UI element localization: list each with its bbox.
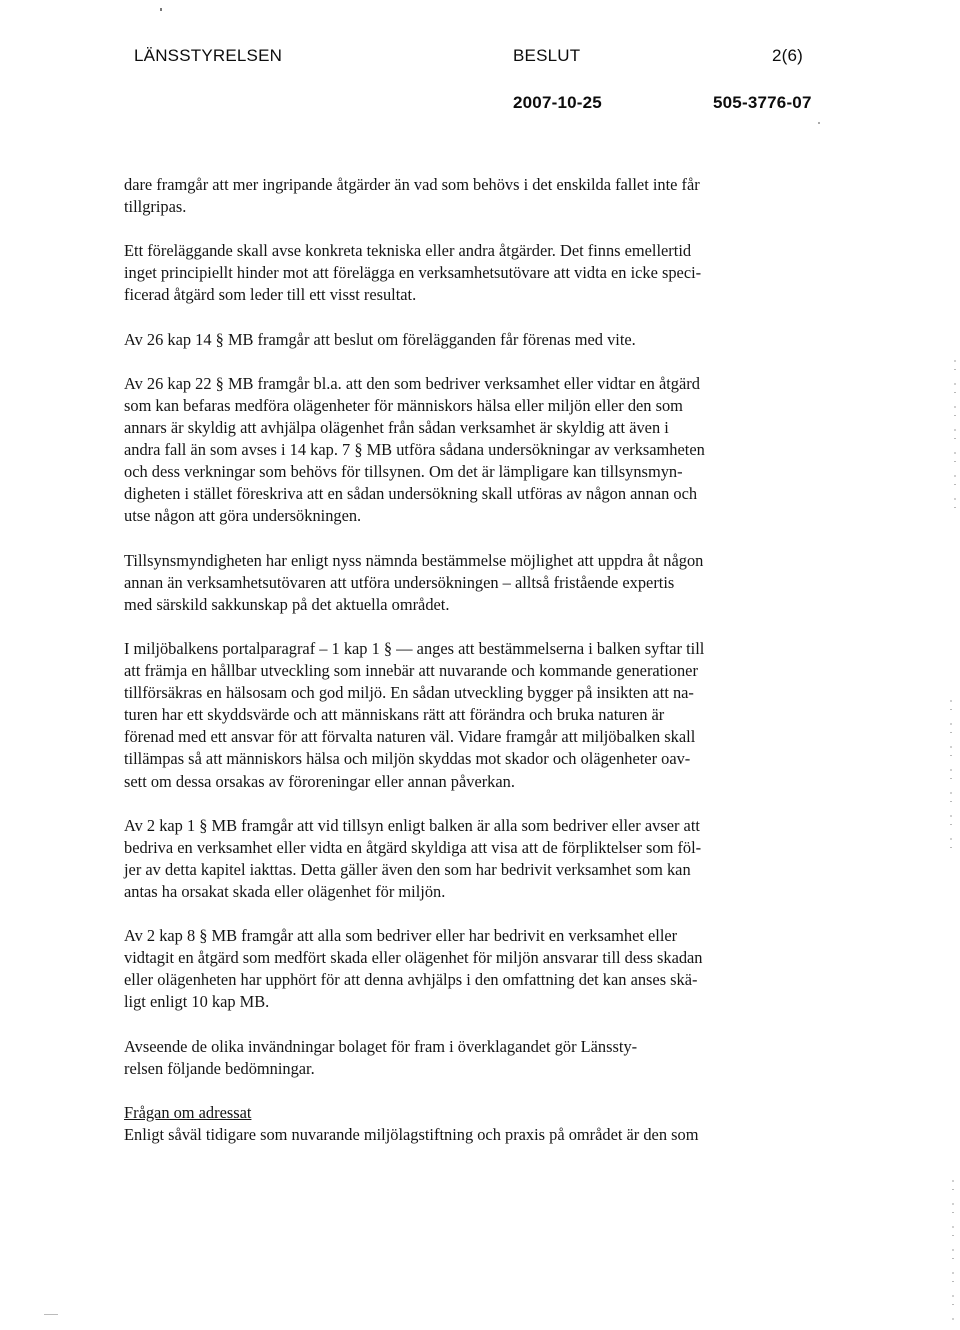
- document-type: BESLUT: [513, 46, 581, 65]
- text-line: som kan befaras medföra olägenheter för människors hälsa eller miljön eller den som: [124, 395, 683, 415]
- text-line: jer av detta kapitel iakttas. Detta gäller även den som har bedrivit verksamhet som kan: [124, 859, 691, 879]
- text-line: Av 26 kap 22 § MB framgår bl.a. att den som bedriver verksamhet eller vidtar en åtgärd: [124, 373, 700, 393]
- text-line: med särskild sakkunskap på det aktuella området.: [124, 594, 450, 614]
- paragraph: [124, 174, 824, 218]
- text-line: Enligt såväl tidigare som nuvarande miljölagstiftning och praxis på området är den som: [124, 1125, 699, 1145]
- text-line: Avseende de olika invändningar bolaget för fram i överklagandet gör Länssty-: [124, 1036, 638, 1056]
- text-line: utse någon att göra undersökningen.: [124, 506, 362, 526]
- text-line: att främja en hållbar utveckling som innebär att nuvarande och kommande generationer: [124, 661, 698, 681]
- section-heading: Frågan om adressat: [124, 1102, 252, 1122]
- text-line: Av 2 kap 8 § MB framgår att alla som bedriver eller har bedrivit en verksamhet eller: [124, 926, 678, 946]
- paragraph: [124, 925, 824, 1013]
- paragraph: [124, 329, 824, 351]
- text-line: turen har ett skyddsvärde och att människans rätt att förändra och bruka naturen är: [124, 705, 665, 725]
- text-line: bedriva en verksamhet eller vidta en åtgärd skyldiga att visa att de förpliktelser som föl-: [124, 837, 702, 857]
- section-adressat: [124, 1102, 824, 1146]
- decision-date: 2007-10-25: [513, 93, 602, 112]
- text-line: eller olägenheten har upphört för att denna avhjälps i den omfattning det kan anses skä-: [124, 970, 698, 990]
- text-line: sett om dessa orsakas av föroreningar eller annan påverkan.: [124, 771, 515, 791]
- paragraph: [124, 550, 824, 616]
- paragraph: [124, 815, 824, 903]
- scan-edge-artifact: [952, 1180, 954, 1320]
- text-line: digheten i stället föreskriva att en sådan undersökning skall utföras av någon annan och: [124, 484, 698, 504]
- text-line: andra fall än som avses i 14 kap. 7 § MB utföra sådana undersökningar av verksamheten: [124, 440, 705, 460]
- text-line: tillämpas så att människors hälsa och miljön skyddas mot skador och olägenheter oav-: [124, 749, 691, 769]
- text-line: Tillsynsmyndigheten har enligt nyss nämnda bestämmelse möjlighet att uppdra åt någon: [124, 550, 704, 570]
- text-line: Av 2 kap 1 § MB framgår att vid tillsyn enligt balken är alla som bedriver eller avser att: [124, 815, 700, 835]
- scan-speck: [160, 8, 162, 11]
- text-line: relsen följande bedömningar.: [124, 1058, 315, 1078]
- paragraph: [124, 638, 824, 793]
- text-line: annars är skyldig att avhjälpa olägenhet från sådan verksamhet är skyldig att även i: [124, 418, 669, 438]
- case-number: 505-3776-07: [713, 93, 812, 112]
- document-body: [124, 174, 824, 1146]
- scan-speck: [818, 122, 820, 124]
- text-line: vidtagit en åtgärd som medfört skada eller olägenhet för miljön ansvarar till dess skadan: [124, 948, 703, 968]
- text-line: ligt enligt 10 kap MB.: [124, 992, 270, 1012]
- text-line: Av 26 kap 14 § MB framgår att beslut om förelägganden får förenas med vite.: [124, 329, 636, 349]
- paragraph: [124, 373, 824, 528]
- text-line: tillförsäkras en hälsosam och god miljö. En sådan utveckling bygger på insikten att na-: [124, 683, 694, 703]
- text-line: tillgripas.: [124, 197, 187, 217]
- text-line: dare framgår att mer ingripande åtgärder än vad som behövs i det enskilda fallet inte får: [124, 175, 700, 194]
- scan-edge-artifact: [950, 700, 952, 860]
- text-line: och dess verkningar som behövs för tillsynen. Om det är lämpligare kan tillsynsmyn-: [124, 462, 683, 482]
- text-line: inget principiellt hinder mot att förelägga en verksamhetsutövare att vidta en icke speci-: [124, 263, 702, 283]
- scan-speck: [44, 1314, 58, 1315]
- page-number: 2(6): [772, 46, 804, 65]
- scan-edge-artifact: [954, 360, 956, 510]
- text-line: annan än verksamhetsutövaren att utföra undersökningen – alltså fristående expertis: [124, 572, 675, 592]
- text-line: I miljöbalkens portalparagraf – 1 kap 1 § — anges att bestämmelserna i balken syftar till: [124, 638, 705, 658]
- text-line: ficerad åtgärd som leder till ett visst resultat.: [124, 285, 417, 305]
- paragraph: [124, 1036, 824, 1080]
- text-line: Ett föreläggande skall avse konkreta tekniska eller andra åtgärder. Det finns emellertid: [124, 241, 692, 261]
- text-line: förenad med ett ansvar för att förvalta naturen väl. Vidare framgår att miljöbalken skall: [124, 727, 696, 747]
- paragraph: [124, 240, 824, 306]
- text-line: antas ha orsakat skada eller olägenhet för miljön.: [124, 882, 446, 901]
- agency-name: LÄNSSTYRELSEN: [134, 46, 283, 65]
